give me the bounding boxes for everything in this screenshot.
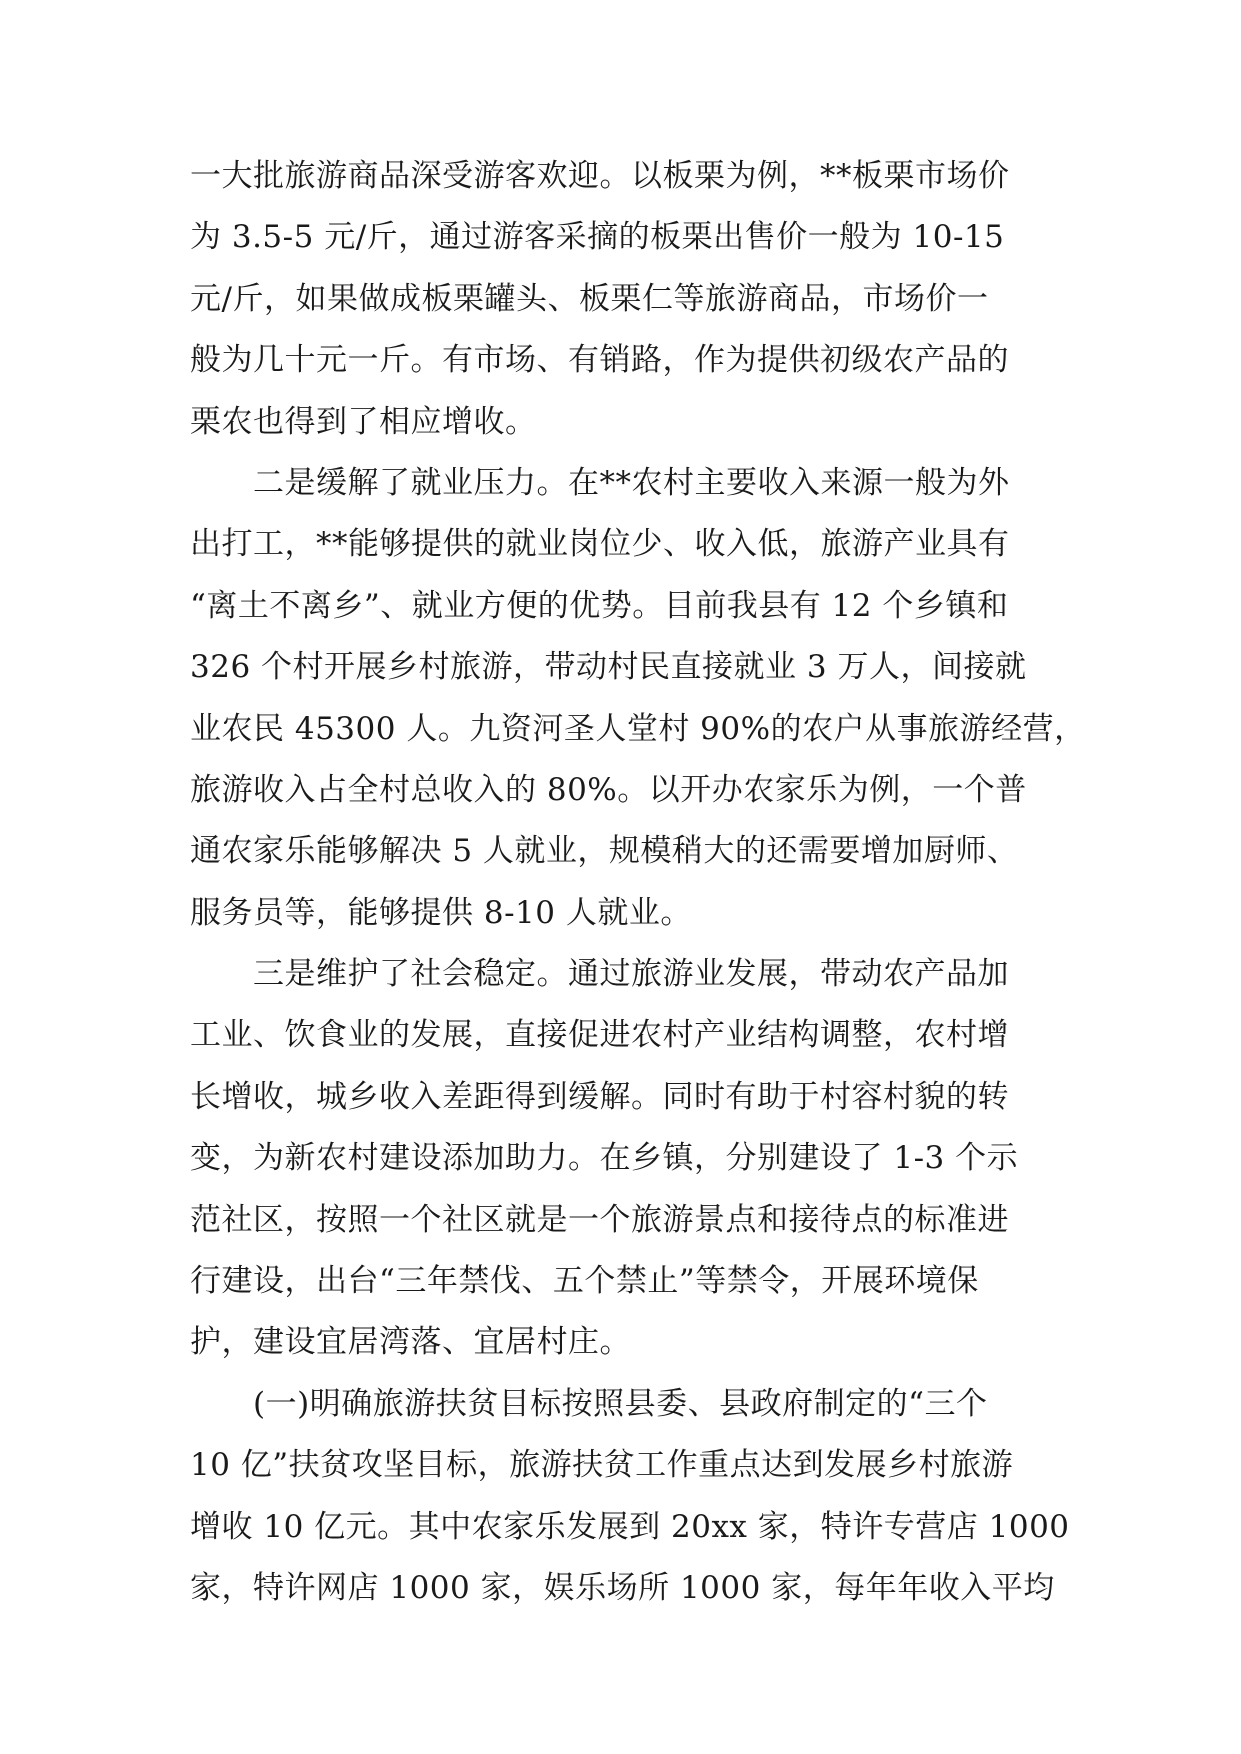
text-line: 栗农也得到了相应增收。 bbox=[190, 403, 537, 440]
text-line: 长增收，城乡收入差距得到缓解。同时有助于村容村貌的转 bbox=[190, 1078, 1009, 1115]
text-line: 家，特许网店 1000 家，娱乐场所 1000 家，每年年收入平均 bbox=[190, 1569, 1055, 1606]
text-line: 元/斤，如果做成板栗罐头、板栗仁等旅游商品，市场价一 bbox=[190, 280, 989, 317]
text-line: 10 亿”扶贫攻坚目标，旅游扶贫工作重点达到发展乡村旅游 bbox=[190, 1447, 1014, 1484]
text-line: (一)明确旅游扶贫目标按照县委、县政府制定的“三个 bbox=[190, 1385, 988, 1422]
text-line: 护，建设宜居湾落、宜居村庄。 bbox=[190, 1324, 631, 1361]
text-line: 一大批旅游商品深受游客欢迎。以板栗为例，**板栗市场价 bbox=[190, 158, 1010, 194]
text-line: 范社区，按照一个社区就是一个旅游景点和接待点的标准进 bbox=[190, 1201, 1009, 1238]
text-line: 为 3.5-5 元/斤，通过游客采摘的板栗出售价一般为 10-15 bbox=[190, 219, 1005, 256]
text-line: 通农家乐能够解决 5 人就业，规模稍大的还需要增加厨师、 bbox=[190, 833, 1019, 870]
text-line: 三是维护了社会稳定。通过旅游业发展，带动农产品加 bbox=[190, 956, 1009, 993]
text-line: 增收 10 亿元。其中农家乐发展到 20xx 家，特许专营店 1000 bbox=[190, 1508, 1070, 1545]
text-line: 二是缓解了就业压力。在**农村主要收入来源一般为外 bbox=[190, 464, 1010, 501]
text-line: 般为几十元一斤。有市场、有销路，作为提供初级农产品的 bbox=[190, 342, 1009, 379]
body-text bbox=[190, 146, 1086, 1619]
text-line: 旅游收入占全村总收入的 80%。以开办农家乐为例，一个普 bbox=[190, 771, 1027, 808]
text-line: 工业、饮食业的发展，直接促进农村产业结构调整，农村增 bbox=[190, 1017, 1009, 1054]
text-line: 326 个村开展乡村旅游，带动村民直接就业 3 万人，间接就 bbox=[190, 649, 1027, 686]
text-line: 服务员等，能够提供 8-10 人就业。 bbox=[190, 894, 692, 931]
text-line: 变，为新农村建设添加助力。在乡镇，分别建设了 1-3 个示 bbox=[190, 1140, 1019, 1177]
text-line: 出打工，**能够提供的就业岗位少、收入低，旅游产业具有 bbox=[190, 526, 1010, 563]
text-line: 行建设，出台“三年禁伐、五个禁止”等禁令，开展环境保 bbox=[190, 1263, 979, 1300]
text-line: “离土不离乡”、就业方便的优势。目前我县有 12 个乡镇和 bbox=[190, 587, 1009, 624]
text-line: 业农民 45300 人。九资河圣人堂村 90%的农户从事旅游经营， bbox=[190, 710, 1086, 747]
